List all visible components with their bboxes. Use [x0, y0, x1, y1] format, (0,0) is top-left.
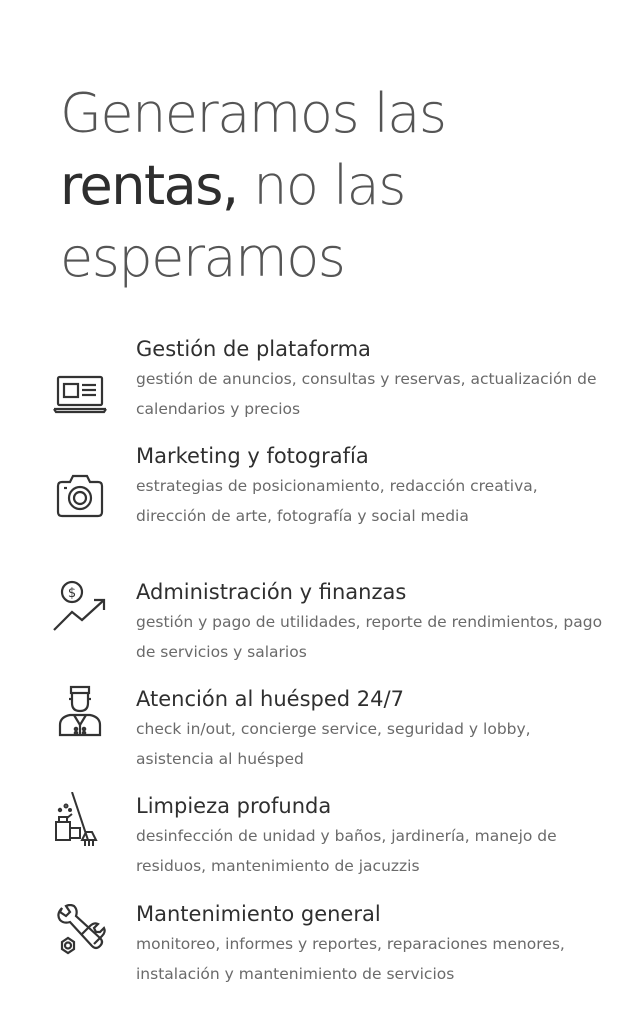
service-text: [136, 900, 606, 989]
service-title: Atención al huésped 24/7: [136, 687, 404, 711]
service-description: monitoreo, informes y reportes, reparaciones menores, instalación y mantenimiento de servicios: [136, 935, 565, 983]
headline-line-2: [60, 150, 445, 222]
headline-line-1: Generamos las: [60, 82, 446, 145]
service-description: gestión de anuncios, consultas y reservas, actualización de calendarios y precios: [136, 370, 597, 418]
cleaning-icon: [52, 792, 108, 848]
service-text: [136, 442, 606, 531]
service-text: [136, 685, 606, 774]
service-description: desinfección de unidad y baños, jardinería, manejo de residuos, mantenimiento de jacuzzis: [136, 827, 557, 875]
wrench-nut-icon: [52, 904, 108, 960]
service-text: [136, 335, 606, 424]
service-text: [136, 578, 606, 667]
headline-line-2-rest: no las: [253, 154, 405, 217]
service-text: [136, 792, 606, 881]
headline-emphasis: rentas,: [60, 154, 238, 217]
svg-text:$: $: [67, 586, 77, 601]
service-description: check in/out, concierge service, seguridad y lobby, asistencia al huésped: [136, 720, 531, 768]
service-title: Mantenimiento general: [136, 902, 381, 926]
headline-line-3: esperamos: [60, 226, 345, 289]
service-title: Limpieza profunda: [136, 794, 332, 818]
headline: [60, 78, 445, 294]
service-title: Marketing y fotografía: [136, 444, 369, 468]
money-growth-icon: [52, 578, 108, 634]
laptop-icon: [52, 365, 108, 421]
service-title: Gestión de plataforma: [136, 337, 371, 361]
service-title: Administración y finanzas: [136, 580, 407, 604]
service-description: gestión y pago de utilidades, reporte de rendimientos, pago de servicios y salarios: [136, 613, 603, 661]
service-description: estrategias de posicionamiento, redacción creativa, dirección de arte, fotografía y social media: [136, 477, 538, 525]
camera-icon: [52, 468, 108, 524]
concierge-icon: [52, 685, 108, 741]
